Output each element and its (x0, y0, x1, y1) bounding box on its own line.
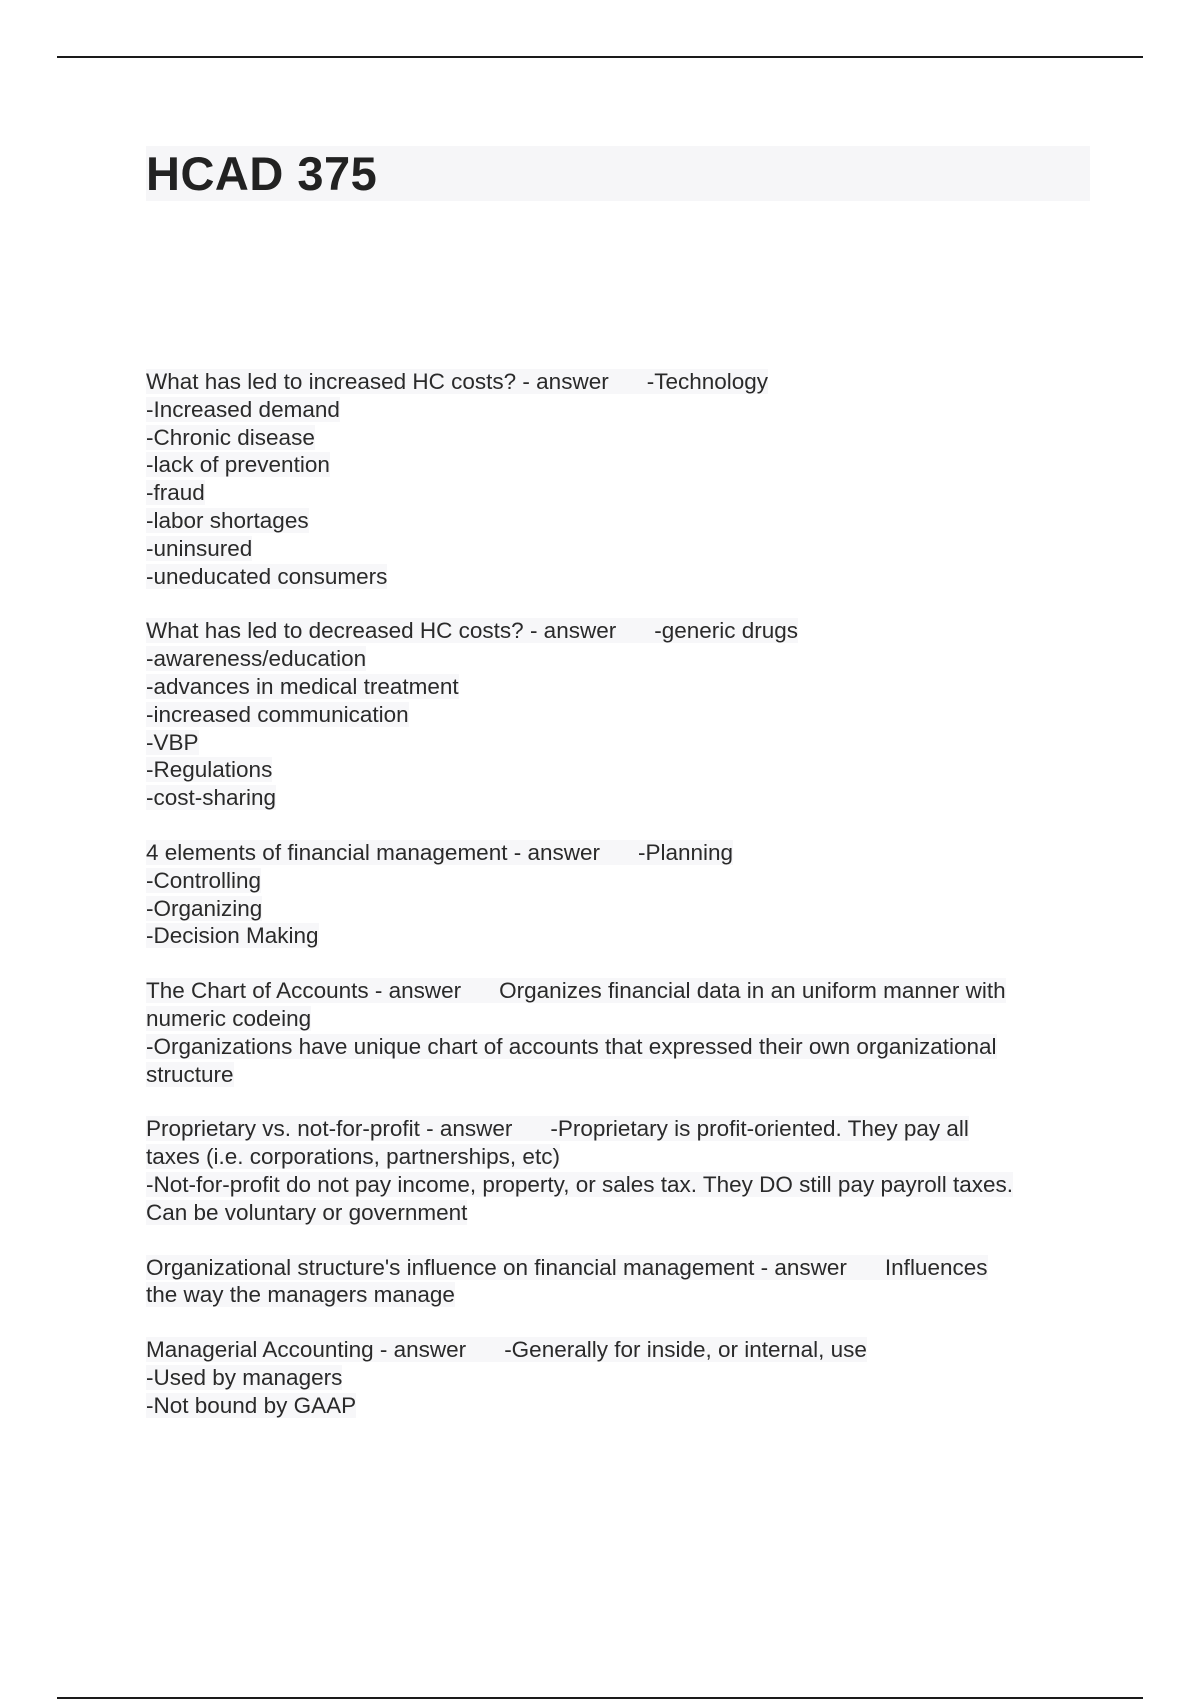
top-rule (57, 56, 1143, 58)
card-term: What has led to decreased HC costs? - answer (146, 618, 617, 644)
card-definition-line: -Organizing (146, 895, 263, 921)
card-definition-line: -VBP (146, 729, 199, 755)
card-term: 4 elements of financial management - answer (146, 839, 600, 865)
flashcard (146, 1254, 1086, 1310)
card-definition-line: -Not bound by GAAP (146, 1392, 357, 1418)
flashcard (146, 839, 1086, 950)
card-definition-line: -uninsured (146, 535, 253, 561)
card-term: Organizational structure's influence on financial management - answer (146, 1254, 847, 1280)
card-definition-line: -Used by managers (146, 1364, 343, 1390)
card-definition-line: -Controlling (146, 867, 262, 893)
card-definition-line: -cost-sharing (146, 785, 277, 811)
card-definition-line: -fraud (146, 480, 205, 506)
flashcard-list (146, 368, 1086, 1447)
card-definition-line: -awareness/education (146, 646, 367, 672)
card-definition-line: Organizes financial data in an uniform manner with (499, 978, 1006, 1004)
card-definition-line: -uneducated consumers (146, 563, 388, 589)
flashcard (146, 977, 1086, 1088)
card-definition-line: the way the managers manage (146, 1282, 455, 1308)
flashcard (146, 617, 1086, 812)
page-title: HCAD 375 (146, 147, 378, 200)
bottom-rule (57, 1697, 1143, 1699)
card-definition-line: -increased communication (146, 701, 409, 727)
card-definition-line: -Chronic disease (146, 424, 315, 450)
card-definition-line: -Decision Making (146, 923, 319, 949)
card-definition-line: -Generally for inside, or internal, use (504, 1337, 867, 1363)
card-term: Proprietary vs. not-for-profit - answer (146, 1116, 513, 1142)
card-definition-line: -Technology (646, 369, 769, 394)
card-definition-line: -labor shortages (146, 507, 309, 533)
card-definition-line: taxes (i.e. corporations, partnerships, etc) (146, 1144, 560, 1170)
card-definition-line: -Not-for-profit do not pay income, property, or sales tax. They DO still pay payroll taxes. (146, 1171, 1014, 1197)
flashcard (146, 1336, 1086, 1419)
flashcard (146, 368, 1086, 590)
card-definition-line: -generic drugs (654, 618, 799, 644)
card-definition-line: Can be voluntary or government (146, 1199, 468, 1225)
card-definition-line: -Proprietary is profit-oriented. They pay all (550, 1116, 969, 1142)
card-definition-line: -lack of prevention (146, 452, 330, 478)
card-definition-line: Influences (884, 1254, 988, 1280)
card-definition-line: -Increased demand (146, 396, 340, 422)
card-definition-line: structure (146, 1061, 234, 1087)
card-term: The Chart of Accounts - answer (146, 978, 462, 1004)
card-definition-line: numeric codeing (146, 1005, 312, 1031)
card-definition-line: -Planning (638, 839, 734, 865)
card-term: Managerial Accounting - answer (146, 1337, 467, 1363)
card-definition-line: -Regulations (146, 757, 273, 783)
flashcard (146, 1115, 1086, 1226)
card-definition-line: -Organizations have unique chart of accounts that expressed their own organizational (146, 1033, 997, 1059)
card-term: What has led to increased HC costs? - answer (146, 369, 609, 394)
card-definition-line: -advances in medical treatment (146, 673, 459, 699)
